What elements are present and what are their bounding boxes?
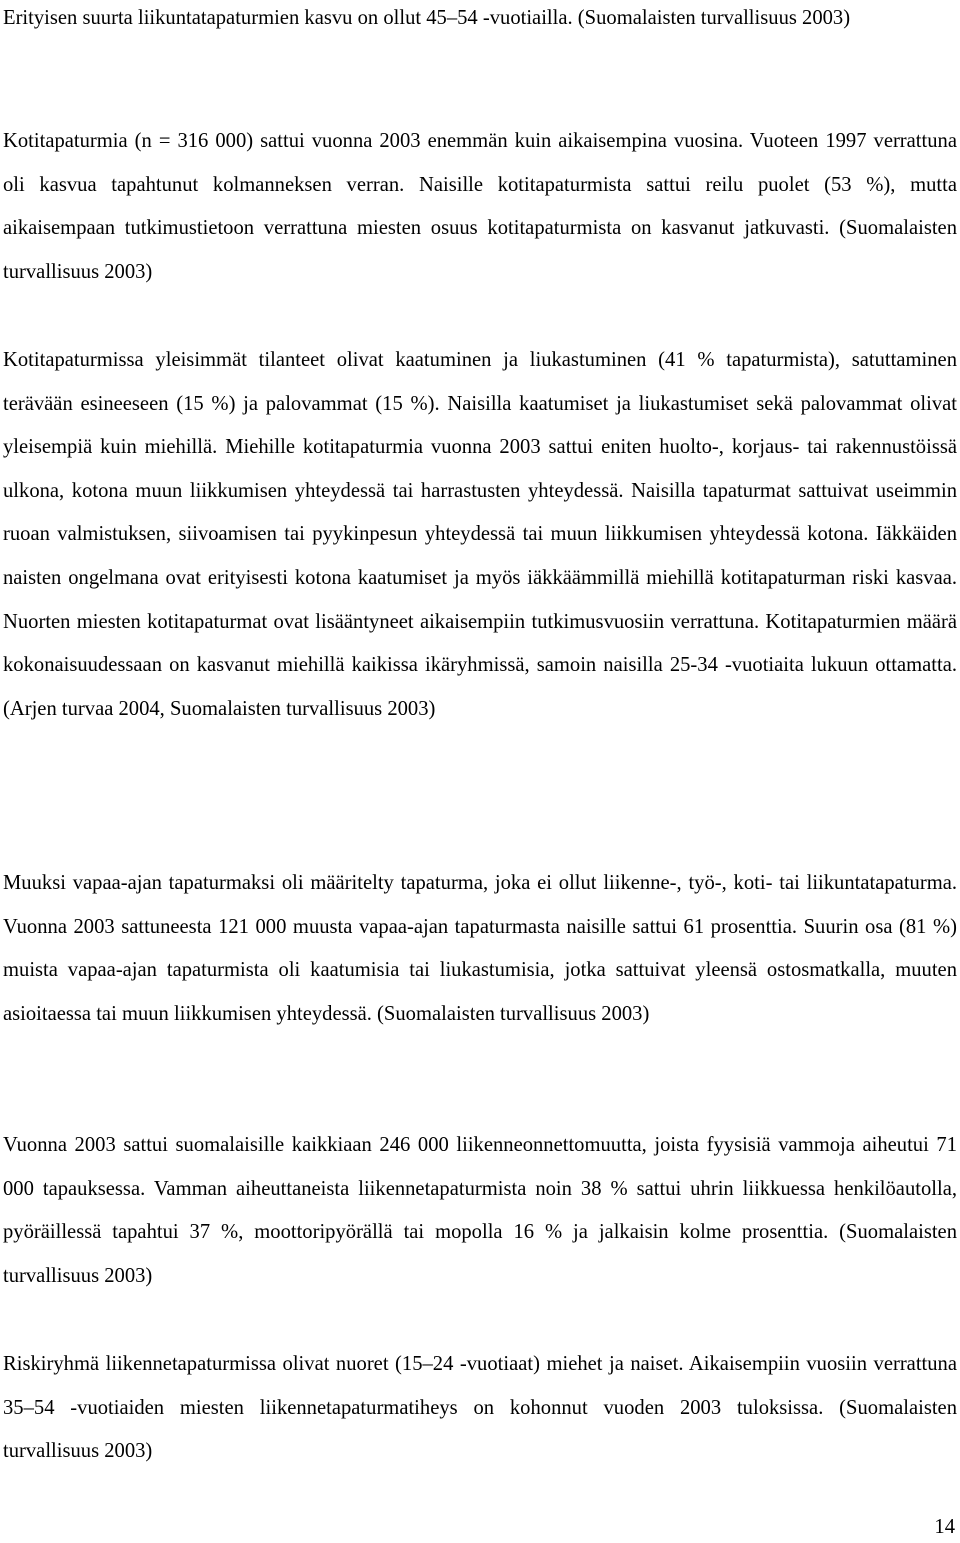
paragraph-sports-injuries: Erityisen suurta liikuntatapaturmien kasvu on ollut 45–54 -vuotiailla. (Suomalaisten turvallisuus 2003) <box>3 7 851 29</box>
paragraph-traffic-risk-groups: Riskiryhmä liikennetapaturmissa olivat nuoret (15–24 -vuotiaat) miehet ja naiset. Aikaisempiin vuosiin verrattuna 35–54 -vuotiaiden miesten liikennetapaturmatiheys on kohonnut vuoden 2003 tuloksissa. (Suomalaisten turvallisuus 2003) <box>3 1353 957 1463</box>
page-number: 14 <box>934 1516 955 1538</box>
paragraph-home-accident-situations: Kotitapaturmissa yleisimmät tilanteet olivat kaatuminen ja liukastuminen (41 % tapaturmista), satuttaminen terävään esineeseen (15 %) ja palovammat (15 %). Naisilla kaatumiset ja liukastumiset sekä palovammat olivat yleisempiä kuin miehillä. Miehille kotitapaturmia vuonna 2003 sattui eniten huolto-, korjaus- tai rakennustöissä ulkona, kotona muun liikkumisen yhteydessä tai harrastusten yhteydessä. Naisilla tapaturmat sattuivat useimmin ruoan valmistuksen, siivoamisen tai pyykinpesun yhteydessä tai muun liikkumisen yhteydessä kotona. Iäkkäiden naisten ongelmana ovat erityisesti kotona kaatumiset ja myös iäkkäämmillä miehillä kotitapaturman riski kasvaa. Nuorten miesten kotitapaturmat ovat lisääntyneet aikaisempiin tutkimusvuosiin verrattuna. Kotitapaturmien määrä kokonaisuudessaan on kasvanut miehillä kaikissa ikäryhmissä, samoin naisilla 25-34 -vuotiaita lukuun ottamatta. (Arjen turvaa 2004, Suomalaisten turvallisuus 2003) <box>3 349 957 720</box>
paragraph-home-accidents: Kotitapaturmia (n = 316 000) sattui vuonna 2003 enemmän kuin aikaisempina vuosina. Vuoteen 1997 verrattuna oli kasvua tapahtunut kolmanneksen verran. Naisille kotitapaturmista sattui reilu puolet (53 %), mutta aikaisempaan tutkimustietoon verrattuna miesten osuus kotitapaturmista on kasvanut jatkuvasti. (Suomalaisten turvallisuus 2003) <box>3 130 957 283</box>
paragraph-other-leisure-accidents: Muuksi vapaa-ajan tapaturmaksi oli määritelty tapaturma, joka ei ollut liikenne-, työ-, koti- tai liikuntatapaturma. Vuonna 2003 sattuneesta 121 000 muusta vapaa-ajan tapaturmasta naisille sattui 61 prosenttia. Suurin osa (81 %) muista vapaa-ajan tapaturmista oli kaatumisia tai liukastumisia, jotka sattuivat yleensä ostosmatkalla, muuten asioitaessa tai muun liikkumisen yhteydessä. (Suomalaisten turvallisuus 2003) <box>3 872 957 1025</box>
paragraph-traffic-accidents: Vuonna 2003 sattui suomalaisille kaikkiaan 246 000 liikenneonnettomuutta, joista fyysisiä vammoja aiheutui 71 000 tapauksessa. Vamman aiheuttaneista liikennetapaturmista noin 38 % sattui uhrin liikkuessa henkilöautolla, pyöräillessä tapahtui 37 %, moottoripyörällä tai mopolla 16 % ja jalkaisin kolme prosenttia. (Suomalaisten turvallisuus 2003) <box>3 1134 957 1287</box>
